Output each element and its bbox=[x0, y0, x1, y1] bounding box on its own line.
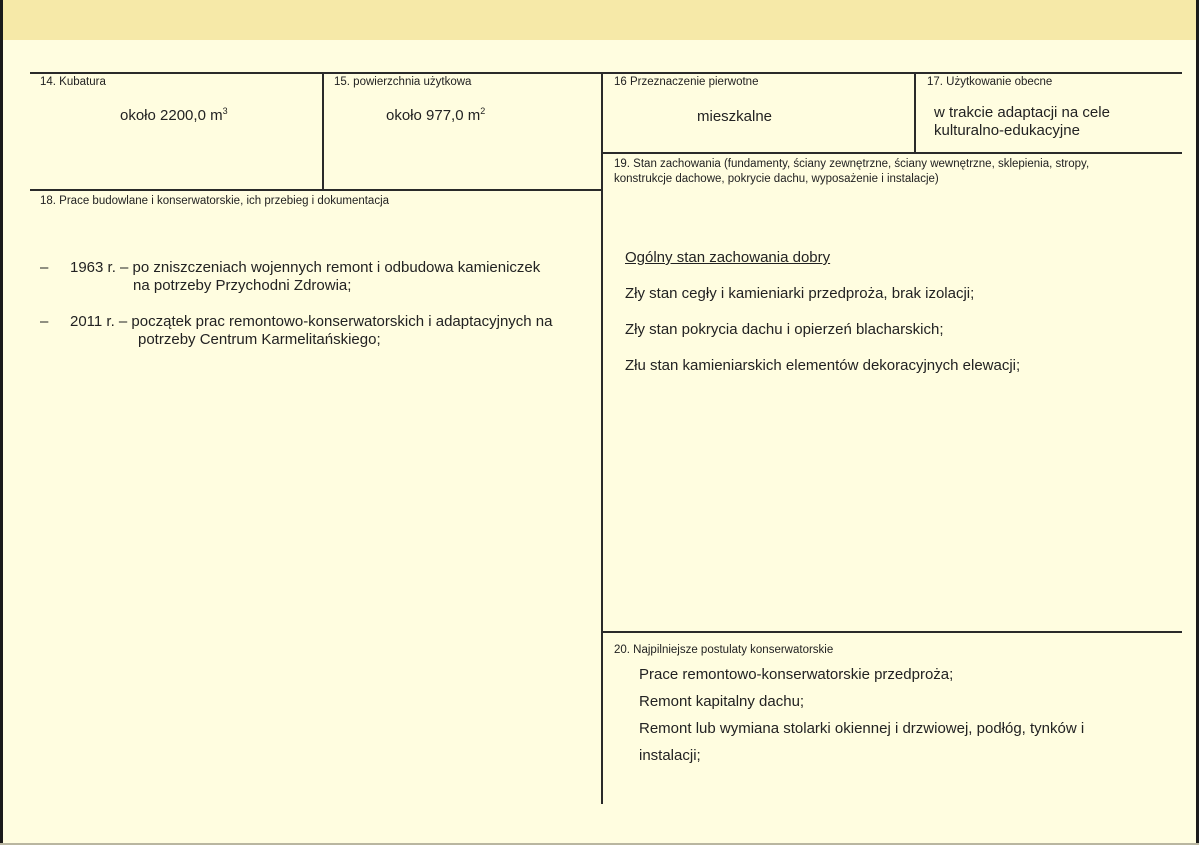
stan-item: Zły stan pokrycia dachu i opierzeń blacharskich; bbox=[625, 321, 944, 338]
prace-entry-line1: 1963 r. – po zniszczeniach wojennych remont i odbudowa kamieniczek bbox=[70, 259, 541, 276]
divider-16-17 bbox=[914, 72, 916, 152]
uzytkowanie-label: 17. Użytkowanie obecne bbox=[927, 76, 1053, 88]
prace-label: 18. Prace budowlane i konserwatorskie, ich przebieg i dokumentacja bbox=[40, 195, 390, 207]
card-left-edge bbox=[0, 0, 3, 845]
prace-entry-dash: – bbox=[40, 313, 49, 330]
top-rule bbox=[30, 72, 1182, 74]
prace-entry-line2: na potrzeby Przychodni Zdrowia; bbox=[133, 277, 352, 294]
divider-main bbox=[601, 72, 603, 804]
uzytkowanie-value-line2: kulturalno-edukacyjne bbox=[934, 122, 1080, 139]
przeznaczenie-label: 16 Przeznaczenie pierwotne bbox=[614, 76, 759, 88]
rule-above-20 bbox=[601, 631, 1182, 633]
powierzchnia-value: około 977,0 $m^2$ bbox=[386, 106, 486, 124]
stan-item: Zły stan cegły i kamieniarki przedproża, brak izolacji; bbox=[625, 285, 975, 302]
prace-entry-dash: – bbox=[40, 259, 49, 276]
kubatura-value: około 2200,0 $m^3$ bbox=[120, 106, 228, 124]
postulaty-item: instalacji; bbox=[639, 747, 701, 764]
rule-above-18 bbox=[30, 189, 602, 191]
stan-label-line2: konstrukcje dachowe, pokrycie dachu, wyposażenie i instalacje) bbox=[614, 173, 939, 185]
przeznaczenie-value: mieszkalne bbox=[697, 108, 773, 125]
stan-label-line1: 19. Stan zachowania (fundamenty, ściany zewnętrzne, ściany wewnętrzne, sklepienia, stropy, bbox=[614, 158, 1090, 170]
prace-entry-line2: potrzeby Centrum Karmelitańskiego; bbox=[138, 331, 381, 348]
rule-above-19 bbox=[601, 152, 1182, 154]
postulaty-item: Prace remontowo-konserwatorskie przedproża; bbox=[639, 666, 954, 683]
powierzchnia-label: 15. powierzchnia użytkowa bbox=[334, 76, 472, 88]
kubatura-label: 14. Kubatura bbox=[40, 76, 106, 88]
stan-heading: Ogólny stan zachowania dobry bbox=[625, 249, 831, 266]
divider-14-15 bbox=[322, 72, 324, 190]
postulaty-label: 20. Najpilniejsze postulaty konserwatorskie bbox=[614, 644, 834, 656]
prace-entry-line1: 2011 r. – początek prac remontowo-konserwatorskich i adaptacyjnych na bbox=[70, 313, 553, 330]
top-band bbox=[0, 0, 1199, 40]
uzytkowanie-value-line1: w trakcie adaptacji na cele bbox=[934, 104, 1110, 121]
stan-item: Złu stan kamieniarskich elementów dekoracyjnych elewacji; bbox=[625, 357, 1021, 374]
postulaty-item: Remont kapitalny dachu; bbox=[639, 693, 805, 710]
postulaty-item: Remont lub wymiana stolarki okiennej i drzwiowej, podłóg, tynków i bbox=[639, 720, 1085, 737]
